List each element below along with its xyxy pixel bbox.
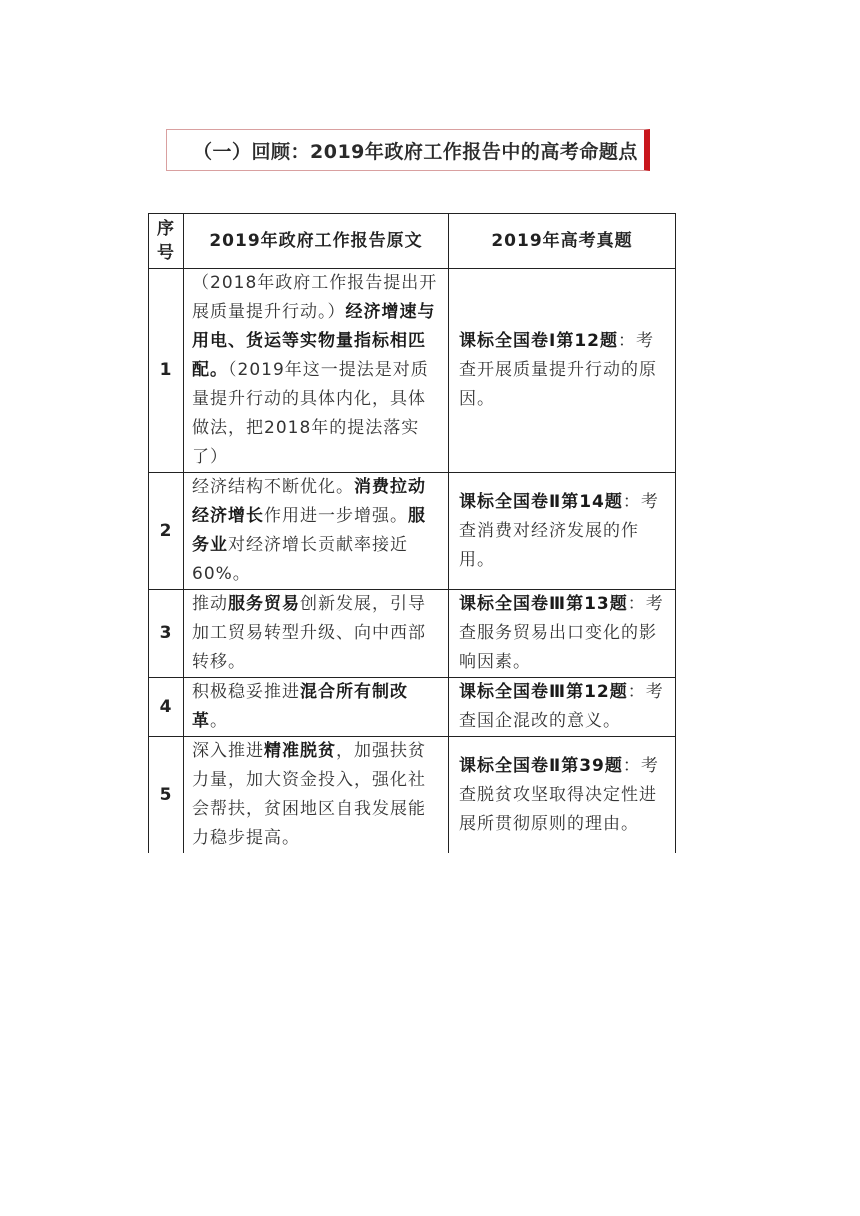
- row-number: 2: [149, 473, 184, 590]
- header-exam: 2019年高考真题: [449, 214, 676, 269]
- text-segment: 推动: [192, 594, 228, 614]
- exam-title: 课标全国卷Ⅰ第12题: [459, 331, 618, 351]
- row-number: 5: [149, 737, 184, 854]
- original-text: [184, 737, 449, 854]
- text-segment: 。: [210, 711, 228, 731]
- text-segment: 对经济增长贡献率接近60%。: [192, 535, 408, 584]
- original-text: [184, 473, 449, 590]
- row-number: 3: [149, 590, 184, 678]
- row-number: 4: [149, 678, 184, 737]
- original-text: [184, 269, 449, 473]
- exam-text: [449, 473, 676, 590]
- table-row: [149, 473, 676, 590]
- header-original: 2019年政府工作报告原文: [184, 214, 449, 269]
- key-phrase: 精准脱贫: [264, 741, 336, 761]
- exam-title: 课标全国卷Ⅲ第12题: [459, 682, 628, 702]
- exam-description: ：考查开展质量提升行动的原因。: [459, 331, 657, 409]
- exam-description: ：考查服务贸易出口变化的影响因素。: [459, 594, 664, 672]
- text-segment: 积极稳妥推进: [192, 682, 300, 702]
- row-number: 1: [149, 269, 184, 473]
- exam-title: 课标全国卷Ⅲ第13题: [459, 594, 628, 614]
- key-phrase: 服务业: [192, 506, 426, 555]
- text-segment: （2018年政府工作报告提出开展质量提升行动。）: [192, 273, 438, 322]
- exam-description: ：考查消费对经济发展的作用。: [459, 491, 659, 570]
- exam-text: [449, 269, 676, 473]
- section-title-banner: [166, 129, 650, 171]
- key-phrase: 消费拉动经济增长: [192, 477, 426, 526]
- text-segment: 深入推进: [192, 741, 264, 761]
- text-segment: ，加强扶贫力量，加大资金投入，强化社会帮扶，贫困地区自我发展能力稳步提高。: [192, 741, 426, 848]
- key-phrase: 经济增速与用电、货运等实物量指标相匹配。: [192, 302, 436, 380]
- text-segment: 经济结构不断优化。: [192, 477, 354, 497]
- exam-title: 课标全国卷Ⅱ第39题: [459, 755, 623, 776]
- key-phrase: 混合所有制改革: [192, 682, 408, 731]
- exam-text: [449, 678, 676, 737]
- report-exam-table: [148, 213, 676, 853]
- text-segment: 创新发展，引导加工贸易转型升级、向中西部转移。: [192, 594, 426, 672]
- exam-text: [449, 590, 676, 678]
- header-index: 序号: [149, 214, 184, 269]
- original-text: [184, 678, 449, 737]
- table-row: [149, 678, 676, 737]
- table-row: [149, 590, 676, 678]
- table-header-row: [149, 214, 676, 269]
- exam-description: ：考查脱贫攻坚取得决定性进展所贯彻原则的理由。: [459, 755, 659, 834]
- exam-description: ：考查国企混改的意义。: [459, 682, 664, 731]
- text-segment: 作用进一步增强。: [264, 506, 408, 526]
- key-phrase: 服务贸易: [228, 594, 300, 614]
- exam-title: 课标全国卷Ⅱ第14题: [459, 491, 623, 512]
- table-row: [149, 269, 676, 473]
- exam-text: [449, 737, 676, 854]
- text-segment: （2019年这一提法是对质量提升行动的具体内化，具体做法，把2018年的提法落实了）: [192, 360, 429, 467]
- table-row: [149, 737, 676, 854]
- section-title: （一）回顾：2019年政府工作报告中的高考命题点: [193, 140, 638, 163]
- original-text: [184, 590, 449, 678]
